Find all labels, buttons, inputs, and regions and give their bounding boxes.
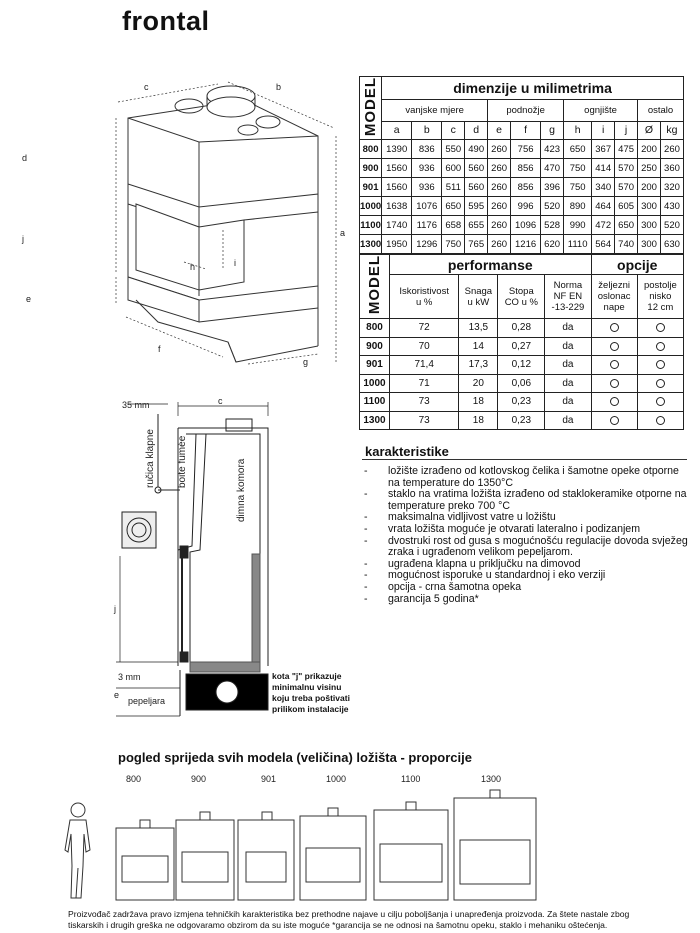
table-cell: 423: [541, 140, 564, 159]
table-cell: 250: [638, 159, 661, 178]
circle-icon: [610, 379, 619, 388]
performance-table: [359, 254, 684, 430]
table-cell: 1216: [511, 235, 541, 254]
table-row: [360, 197, 684, 216]
model-cell: 1100: [360, 393, 390, 412]
dim-label-c: c: [144, 82, 149, 92]
table-row: [360, 337, 684, 356]
table-cell: 1638: [382, 197, 412, 216]
table-cell: 600: [442, 159, 465, 178]
option-cell: [637, 411, 683, 430]
table-row: [360, 393, 684, 412]
col-label: Iskoristivost: [399, 285, 449, 297]
col-label: nape: [603, 302, 625, 313]
list-item: - mogućnost isporuke u standardnoj i eko verziji: [362, 570, 692, 582]
table-cell: 655: [465, 216, 488, 235]
table-cell: 71,4: [390, 356, 459, 375]
table-cell: 71: [390, 374, 459, 393]
circle-icon: [656, 323, 665, 332]
table-cell: 13,5: [459, 319, 498, 338]
dim-3mm: 3 mm: [118, 672, 141, 682]
table-cell: 14: [459, 337, 498, 356]
col-power: [459, 275, 498, 319]
table-cell: 200: [638, 140, 661, 159]
letter-header: a: [382, 121, 412, 139]
list-item: - dvostruki rost od gusa s mogućnošću regulacije dovoda svježeg zraka i ugrađenom velikom pepeljarom.: [362, 536, 692, 559]
table-cell: 396: [541, 178, 564, 197]
dimensions-header: dimenzije u milimetrima: [382, 77, 684, 100]
table-cell: 367: [592, 140, 615, 159]
dim-label-f: f: [158, 344, 161, 354]
table-cell: 73: [390, 411, 459, 430]
circle-icon: [610, 397, 619, 406]
col-label: Norma: [553, 280, 583, 291]
table-cell: 570: [615, 159, 638, 178]
col-label: Stopa: [508, 285, 534, 297]
table-cell: 1560: [382, 159, 412, 178]
dim-e: e: [114, 690, 120, 700]
table-cell: 520: [541, 197, 564, 216]
model-cell: 901: [360, 178, 382, 197]
circle-icon: [656, 397, 665, 406]
circle-icon: [610, 323, 619, 332]
col-label: Snaga: [464, 285, 493, 297]
circle-icon: [656, 360, 665, 369]
dim-c: c: [218, 396, 223, 406]
model-label: 901: [261, 774, 277, 784]
table-cell: 18: [459, 411, 498, 430]
circle-icon: [610, 342, 619, 351]
list-item: - garancija 5 godina*: [362, 594, 692, 606]
option-cell: [637, 319, 683, 338]
table-cell: 260: [488, 197, 511, 216]
table-cell: da: [545, 411, 591, 430]
col-unit: CO u %: [504, 296, 538, 308]
model-cell: 1300: [360, 235, 382, 254]
table-cell: 936: [412, 178, 442, 197]
model-cell: 800: [360, 319, 390, 338]
install-note-line: prilikom instalacije: [272, 704, 349, 714]
list-item: - opcija - crna šamotna opeka: [362, 582, 692, 594]
table-cell: 464: [592, 197, 615, 216]
table-cell: 300: [638, 235, 661, 254]
list-item: - maksimalna vidljivost vatre u ložištu: [362, 512, 692, 524]
table-cell: 570: [615, 178, 638, 197]
col-label: nisko: [649, 291, 672, 302]
group-outer-dimensions: vanjske mjere: [382, 99, 488, 121]
model-label: 1000: [326, 774, 347, 784]
model-label: 900: [191, 774, 207, 784]
table-cell: 765: [465, 235, 488, 254]
model-cell: 800: [360, 140, 382, 159]
ashtray-label: pepeljara: [128, 696, 166, 706]
col-label: postolje: [643, 280, 677, 291]
footer-disclaimer: [68, 909, 700, 931]
col-unit: u %: [415, 296, 433, 308]
table-row: [360, 356, 684, 375]
model-cell: 1100: [360, 216, 382, 235]
options-header: opcije: [591, 255, 683, 275]
table-cell: 320: [660, 178, 683, 197]
col-label: NF EN: [553, 291, 583, 302]
table-row: [360, 319, 684, 338]
option-cell: [591, 319, 637, 338]
model-column-label: MODEL: [366, 255, 383, 315]
option-cell: [637, 356, 683, 375]
table-cell: 650: [615, 216, 638, 235]
table-cell: 300: [638, 216, 661, 235]
letter-header: c: [442, 121, 465, 139]
proportions-drawing: [56, 770, 646, 906]
table-cell: 1950: [382, 235, 412, 254]
table-cell: 750: [564, 178, 592, 197]
model-cell: 1000: [360, 374, 390, 393]
table-cell: 340: [592, 178, 615, 197]
model-cell: 900: [360, 337, 390, 356]
dim-label-j: j: [22, 234, 24, 244]
table-cell: 0,23: [498, 411, 545, 430]
table-cell: 1096: [511, 216, 541, 235]
table-cell: 70: [390, 337, 459, 356]
table-cell: 1110: [564, 235, 592, 254]
option-cell: [637, 393, 683, 412]
letter-header: j: [615, 121, 638, 139]
table-cell: 564: [592, 235, 615, 254]
table-cell: 470: [541, 159, 564, 178]
list-item: - ugrađena klapna u priključku na dimovod: [362, 559, 692, 571]
table-cell: 890: [564, 197, 592, 216]
section-drawing: [108, 394, 358, 724]
letter-header: Ø: [638, 121, 661, 139]
table-row: [360, 374, 684, 393]
characteristics-title: karakteristike: [365, 444, 449, 459]
table-cell: 414: [592, 159, 615, 178]
col-low-base: [637, 275, 683, 319]
option-cell: [591, 337, 637, 356]
table-cell: 528: [541, 216, 564, 235]
table-cell: 595: [465, 197, 488, 216]
table-cell: 490: [465, 140, 488, 159]
table-cell: 260: [660, 140, 683, 159]
letter-header: d: [465, 121, 488, 139]
list-item: - vrata ložišta moguće je otvarati lateralno i podizanjem: [362, 524, 692, 536]
table-row: [360, 216, 684, 235]
circle-icon: [610, 416, 619, 425]
table-row: [360, 178, 684, 197]
model-cell: 900: [360, 159, 382, 178]
footer-line: tiskarskih i drugih greška ne odgovaramo obzirom da su iste moguće *garancija se ne odnosi na šamotnu opeku, staklo i mehaniku oštećenja.: [68, 920, 608, 930]
table-cell: 560: [465, 159, 488, 178]
install-note-line: koju treba poštivati: [272, 693, 350, 703]
table-cell: 472: [592, 216, 615, 235]
boite-fumee-label: boite fumée: [177, 435, 188, 488]
table-cell: 0,06: [498, 374, 545, 393]
group-other: ostalo: [638, 99, 684, 121]
col-iron-support: [591, 275, 637, 319]
damper-lever-label: ručica klapne: [145, 429, 156, 488]
table-cell: 200: [638, 178, 661, 197]
table-cell: 740: [615, 235, 638, 254]
table-cell: 936: [412, 159, 442, 178]
table-cell: 1076: [412, 197, 442, 216]
option-cell: [637, 337, 683, 356]
table-cell: 560: [465, 178, 488, 197]
letter-header: kg: [660, 121, 683, 139]
letter-header: b: [412, 121, 442, 139]
model-label: 1300: [481, 774, 502, 784]
model-column-label: MODEL: [362, 77, 380, 137]
model-cell: 1000: [360, 197, 382, 216]
model-cell: 1300: [360, 411, 390, 430]
option-cell: [591, 374, 637, 393]
proportions-title: pogled sprijeda svih modela (veličina) ložišta - proporcije: [118, 750, 472, 765]
table-cell: 0,28: [498, 319, 545, 338]
table-cell: 0,23: [498, 393, 545, 412]
table-cell: 605: [615, 197, 638, 216]
table-cell: 1296: [412, 235, 442, 254]
isometric-drawing: [18, 72, 358, 377]
table-row: [360, 140, 684, 159]
option-cell: [591, 356, 637, 375]
table-cell: 0,27: [498, 337, 545, 356]
group-hearth: ognjište: [564, 99, 638, 121]
col-label: -13-229: [551, 302, 585, 313]
dim-label-b: b: [276, 82, 282, 92]
table-cell: 260: [488, 159, 511, 178]
table-cell: 260: [488, 140, 511, 159]
table-cell: da: [545, 356, 591, 375]
table-cell: 996: [511, 197, 541, 216]
dimensions-table: [359, 76, 684, 254]
table-cell: da: [545, 319, 591, 338]
table-cell: da: [545, 337, 591, 356]
table-cell: 750: [564, 159, 592, 178]
dim-label-g: g: [303, 357, 309, 367]
table-cell: 18: [459, 393, 498, 412]
dim-label-i: i: [234, 258, 236, 268]
table-cell: da: [545, 393, 591, 412]
table-cell: 1740: [382, 216, 412, 235]
table-cell: 475: [615, 140, 638, 159]
page-title: frontal: [122, 6, 210, 36]
table-cell: 856: [511, 178, 541, 197]
col-label: željezni: [598, 280, 630, 291]
model-label: 1100: [401, 774, 421, 784]
table-cell: 650: [564, 140, 592, 159]
table-cell: 658: [442, 216, 465, 235]
option-cell: [637, 374, 683, 393]
table-cell: 520: [660, 216, 683, 235]
col-label: 12 cm: [647, 302, 674, 313]
dim-j: j: [114, 604, 116, 614]
option-cell: [591, 411, 637, 430]
list-item: - staklo na vratima ložišta izrađeno od staklokeramike otporne na temperature preko 700 °C: [362, 489, 692, 512]
footer-line: Proizvođač zadržava pravo izmjena tehničkih karakteristika bez prethodne najave u cilju poboljšanja i unapređenja proizvoda. Za štete nastale zbog: [68, 909, 630, 919]
divider: [362, 459, 687, 460]
table-cell: 0,12: [498, 356, 545, 375]
col-co-rate: [498, 275, 545, 319]
table-cell: 20: [459, 374, 498, 393]
col-label: oslonac: [597, 291, 631, 302]
table-cell: 430: [660, 197, 683, 216]
model-cell: 901: [360, 356, 390, 375]
circle-icon: [610, 360, 619, 369]
table-cell: 650: [442, 197, 465, 216]
characteristics-list: [362, 466, 692, 605]
model-label: 800: [126, 774, 142, 784]
smoke-chamber-label: dimna komora: [236, 458, 247, 522]
table-cell: 990: [564, 216, 592, 235]
table-cell: 72: [390, 319, 459, 338]
letter-header: h: [564, 121, 592, 139]
table-cell: 260: [488, 216, 511, 235]
performance-header: performanse: [390, 255, 592, 275]
table-row: [360, 235, 684, 254]
table-cell: 260: [488, 235, 511, 254]
table-cell: 756: [511, 140, 541, 159]
table-cell: 73: [390, 393, 459, 412]
circle-icon: [656, 379, 665, 388]
table-cell: 1390: [382, 140, 412, 159]
human-silhouette-icon: [65, 803, 90, 898]
install-note-line: minimalnu visinu: [272, 682, 342, 692]
letter-header: i: [592, 121, 615, 139]
col-unit: u kW: [467, 296, 490, 308]
table-cell: 300: [638, 197, 661, 216]
dim-label-h: h: [190, 262, 196, 272]
table-row: [360, 411, 684, 430]
table-cell: 836: [412, 140, 442, 159]
circle-icon: [656, 416, 665, 425]
letter-header: g: [541, 121, 564, 139]
letter-header: f: [511, 121, 541, 139]
col-efficiency: [390, 275, 459, 319]
letter-header: e: [488, 121, 511, 139]
list-item: - ložište izrađeno od kotlovskog čelika i šamotne opeke otporne na temperature do 1350°C: [362, 466, 692, 489]
table-cell: 856: [511, 159, 541, 178]
table-cell: 1176: [412, 216, 442, 235]
table-cell: 750: [442, 235, 465, 254]
install-note-line: kota "j" prikazuje: [272, 671, 342, 681]
table-cell: da: [545, 374, 591, 393]
circle-icon: [656, 342, 665, 351]
table-cell: 550: [442, 140, 465, 159]
table-cell: 260: [488, 178, 511, 197]
dim-35mm: 35 mm: [122, 400, 150, 410]
dim-label-e: e: [26, 294, 32, 304]
col-norm: [545, 275, 591, 319]
table-cell: 17,3: [459, 356, 498, 375]
group-base: podnožje: [488, 99, 564, 121]
table-cell: 620: [541, 235, 564, 254]
table-cell: 360: [660, 159, 683, 178]
table-cell: 1560: [382, 178, 412, 197]
table-cell: 511: [442, 178, 465, 197]
dim-label-a: a: [340, 228, 346, 238]
table-cell: 630: [660, 235, 683, 254]
dim-label-d: d: [22, 153, 28, 163]
table-row: [360, 159, 684, 178]
option-cell: [591, 393, 637, 412]
